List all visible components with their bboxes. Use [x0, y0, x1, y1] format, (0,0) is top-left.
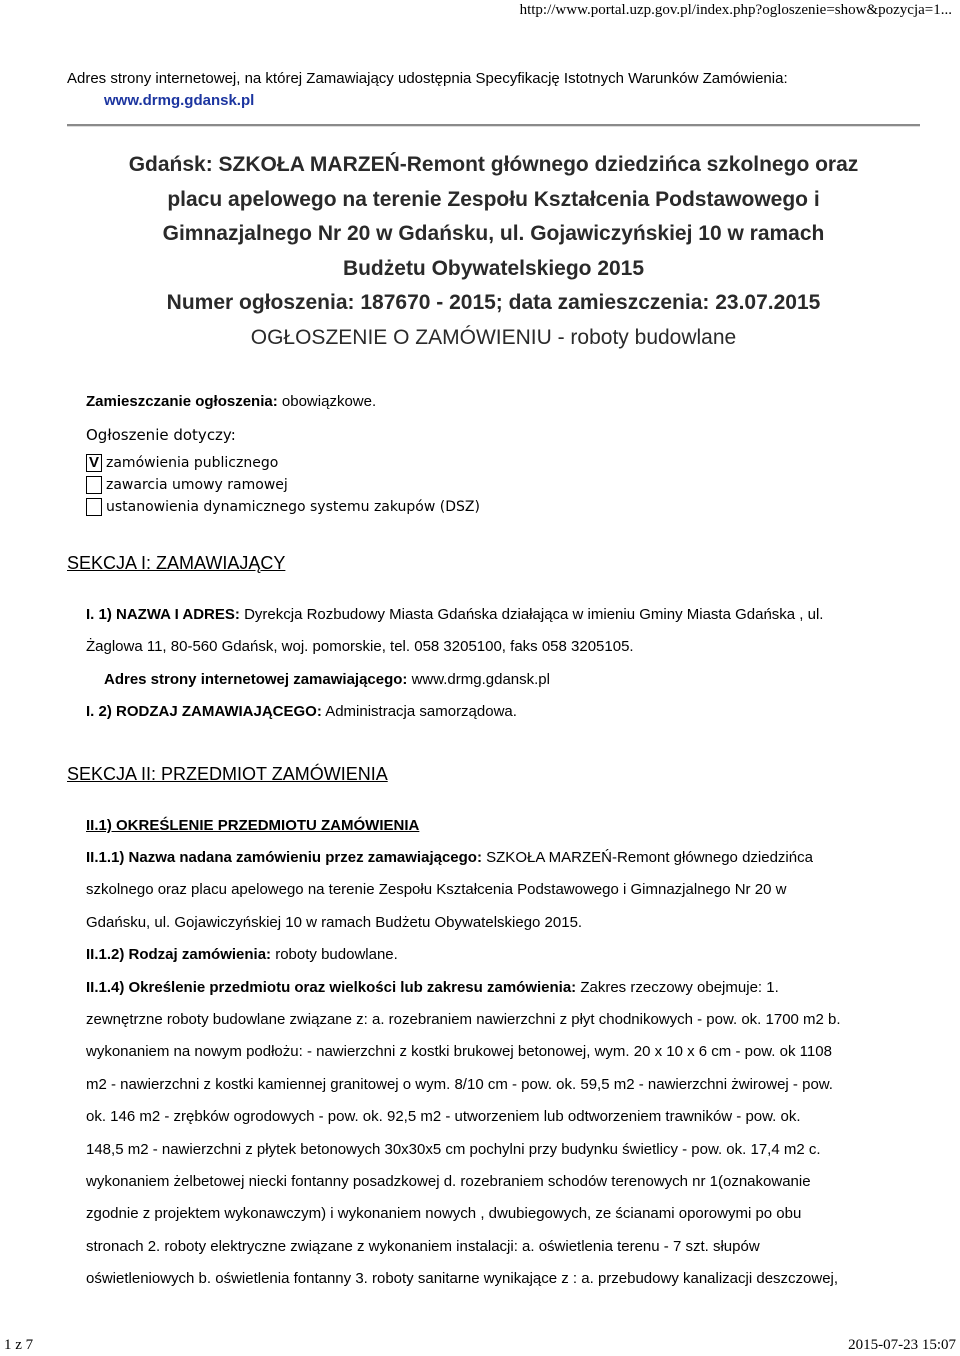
order-name-line: szkolnego oraz placu apelowego na terenie Zespołu Kształcenia Podstawowego i Gimnazjalnego Nr 20 w [86, 881, 787, 899]
option-public-contract[interactable] [86, 454, 278, 472]
notice-title [67, 148, 920, 355]
contracting-type-label: I. 2) RODZAJ ZAMAWIAJĄCEGO: [86, 703, 322, 721]
order-scope-line: 148,5 m2 - nawierzchni z płytek betonowych 30x30x5 cm pochylni przy budynku świetlicy - pow. ok. 17,4 m2 c. [86, 1140, 821, 1158]
section-1-heading: SEKCJA I: ZAMAWIAJĄCY [67, 553, 286, 573]
contracting-www-row [104, 664, 896, 696]
title-line: Budżetu Obywatelskiego 2015 [342, 256, 645, 280]
section-1-body [86, 599, 896, 729]
contracting-type-row [86, 696, 896, 728]
title-line: Gdańsk: SZKOŁA MARZEŃ-Remont głównego dziedzińca szkolnego oraz [128, 153, 859, 176]
order-scope-line: oświetleniowych b. oświetlenia fontanny 3. roboty sanitarne wynikające z : a. przebudowy kanalizacji deszczowej, [86, 1270, 839, 1288]
order-scope-line: wykonaniem na nowym podłożu: - nawierzchni z kostki brukowej betonowej, wym. 20 x 10 x 6 cm - pow. ok 1108 [86, 1043, 832, 1061]
page-number: 1 z 7 [4, 1337, 34, 1353]
order-scope-line: zgodnie z projektem wykonawczym) i wykonaniem nowych , dwubiegowych, ze ścianami oporowymi po obu [86, 1205, 802, 1223]
order-name-label: II.1.1) Nazwa nadana zamówieniu przez zamawiającego: [86, 849, 482, 866]
section-2-body [86, 842, 896, 1296]
contracting-www-label: Adres strony internetowej zamawiającego: [104, 670, 408, 688]
contracting-www-value[interactable]: www.drmg.gdansk.pl [411, 670, 550, 688]
placement-row [86, 393, 376, 410]
checkbox-checked[interactable]: V [86, 454, 102, 472]
contracting-name-label: I. 1) NAZWA I ADRES: [86, 606, 240, 623]
order-kind-label: II.1.2) Rodzaj zamówienia: [86, 946, 272, 964]
order-name-line: SZKOŁA MARZEŃ-Remont głównego dziedzińca [486, 849, 813, 866]
option-label: zamówienia publicznego [106, 455, 279, 471]
placement-value: obowiązkowe. [281, 393, 377, 410]
checkbox-unchecked[interactable] [86, 476, 102, 494]
title-line: Gimnazjalnego Nr 20 w Gdańsku, ul. Gojawiczyńskiej 10 w ramach [162, 222, 825, 245]
order-kind-value: roboty budowlane. [275, 946, 398, 964]
order-scope-line: m2 - nawierzchni z kostki kamiennej granitowej o wym. 8/10 cm - pow. ok. 59,5 m2 - nawierzchni żwirowej - pow. [86, 1075, 833, 1093]
order-scope-label: II.1.4) Określenie przedmiotu oraz wielkości lub zakresu zamówienia: [86, 978, 577, 996]
concerns-label: Ogłoszenie dotyczy: [86, 426, 236, 444]
contracting-name-value: Dyrekcja Rozbudowy Miasta Gdańska działająca w imieniu Gminy Miasta Gdańska , ul. [244, 606, 824, 623]
option-dps[interactable] [86, 498, 480, 516]
order-scope-line: zewnętrzne roboty budowlane związane z: a. rozebraniem nawierzchni z płyt chodnikowych - pow. ok. 1700 m2 b. [86, 1011, 841, 1029]
subject-heading: II.1) OKREŚLENIE PRZEDMIOTU ZAMÓWIENIA [86, 817, 420, 834]
print-datetime: 2015-07-23 15:07 [848, 1337, 956, 1353]
order-scope-line: ok. 146 m2 - zrębków ogrodowych - pow. ok. 92,5 m2 - utworzeniem lub odtworzeniem trawników - pow. ok. [86, 1108, 801, 1126]
option-framework-agreement[interactable] [86, 476, 288, 494]
order-scope-line: wykonaniem żelbetowej niecki fontanny posadzkowej d. rozebraniem schodów terenowych nr 1(oznakowanie [86, 1173, 811, 1191]
horizontal-divider [67, 124, 920, 127]
checkbox-unchecked[interactable] [86, 498, 102, 516]
contracting-type-value: Administracja samorządowa. [325, 703, 517, 721]
siwz-link[interactable]: www.drmg.gdansk.pl [104, 92, 255, 109]
order-scope-line: stronach 2. roboty elektryczne związane z wykonaniem instalacji: a. oświetlenia terenu - 7 szt. słupów [86, 1237, 760, 1255]
order-scope-line: Zakres rzeczowy obejmuje: 1. [580, 978, 779, 996]
contracting-address: Żaglowa 11, 80-560 Gdańsk, woj. pomorskie, tel. 058 3205100, faks 058 3205105. [86, 638, 634, 656]
siwz-intro-text: Adres strony internetowej, na której Zamawiający udostępnia Specyfikację Istotnych Warunków Zamówienia: [67, 70, 788, 87]
page-url: http://www.portal.uzp.gov.pl/index.php?ogloszenie=show&pozycja=1... [519, 2, 952, 18]
placement-label: Zamieszczanie ogłoszenia: [86, 393, 278, 410]
section-2-heading: SEKCJA II: PRZEDMIOT ZAMÓWIENIA [67, 764, 388, 784]
order-name-line: Gdańsku, ul. Gojawiczyńskiej 10 w ramach Budżetu Obywatelskiego 2015. [86, 913, 583, 931]
notice-number-line: Numer ogłoszenia: 187670 - 2015; data zamieszczenia: 23.07.2015 [166, 291, 821, 314]
notice-subtitle: OGŁOSZENIE O ZAMÓWIENIU - roboty budowlane [250, 325, 737, 349]
option-label: ustanowienia dynamicznego systemu zakupów (DSZ) [106, 499, 480, 515]
option-label: zawarcia umowy ramowej [106, 477, 288, 493]
title-line: placu apelowego na terenie Zespołu Kształcenia Podstawowego i [167, 187, 820, 211]
